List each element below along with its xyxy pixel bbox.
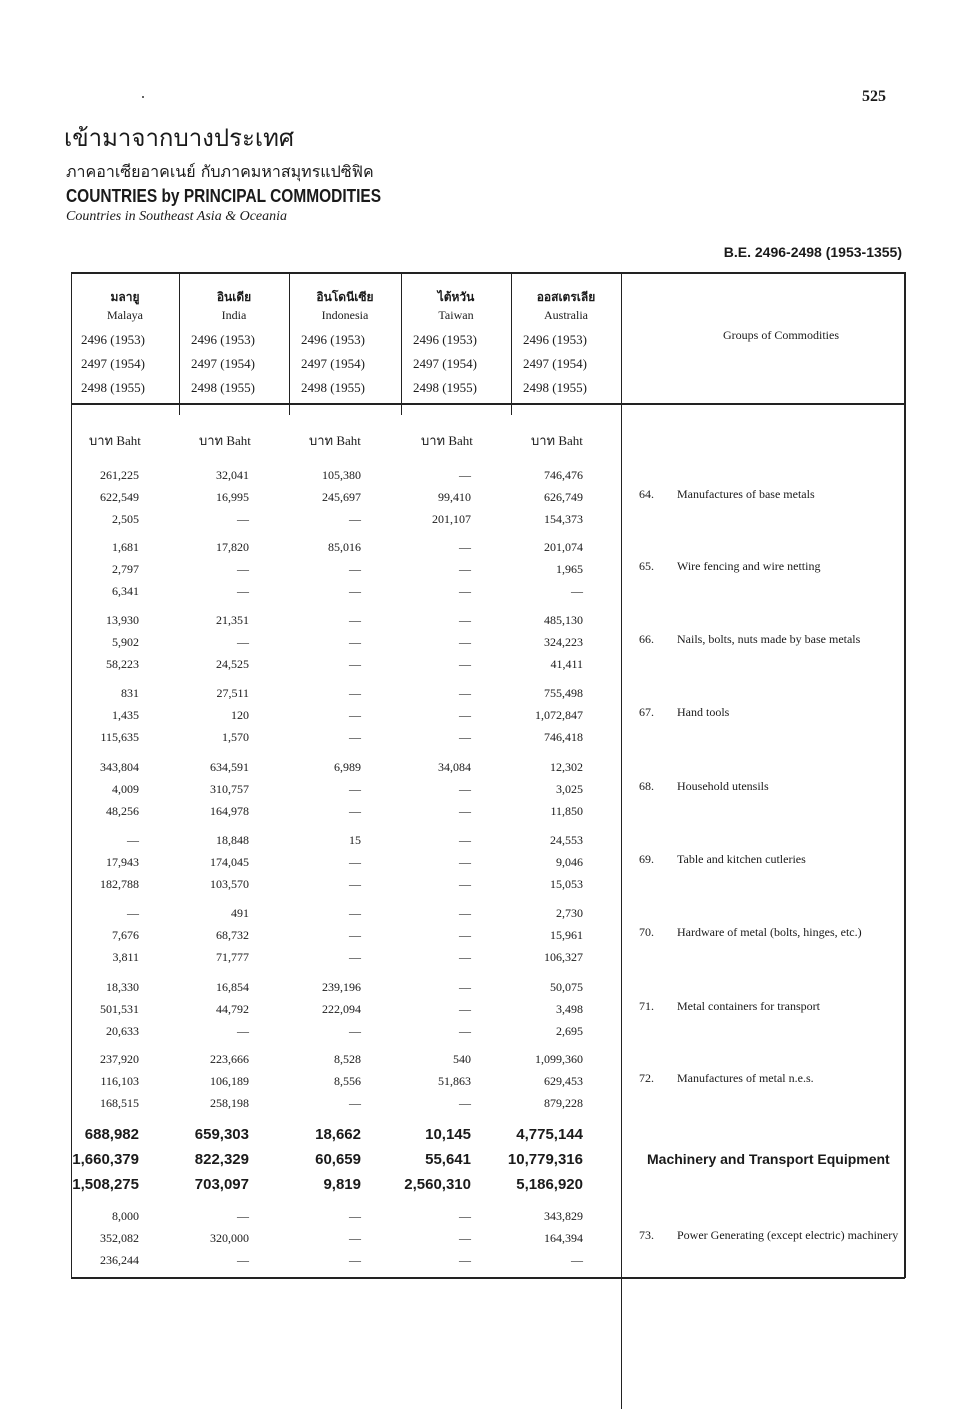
table-cell: 106,189: [210, 1074, 249, 1088]
commodity-group-text: Manufactures of metal n.e.s.: [677, 1071, 814, 1085]
table-cell: —: [349, 804, 361, 818]
table-cell: 2,730: [556, 906, 583, 920]
table-cell: 1,660,379: [72, 1151, 139, 1168]
table-cell: 2,797: [112, 562, 139, 576]
table-cell: —: [349, 635, 361, 649]
table-cell: 48,256: [106, 804, 139, 818]
table-cell: 164,394: [544, 1231, 583, 1245]
table-cell: —: [349, 562, 361, 576]
table-cell: 27,511: [216, 686, 249, 700]
table-cell: —: [127, 906, 139, 920]
table-cell: 60,659: [315, 1151, 361, 1168]
english-subtitle: Countries in Southeast Asia & Oceania: [66, 209, 288, 224]
table-cell: 16,995: [216, 490, 249, 504]
year-label: 2497 (1954): [523, 356, 587, 371]
commodity-group-label: [639, 706, 901, 719]
table-cell: —: [459, 708, 471, 722]
table-cell: 15: [349, 833, 361, 847]
commodity-group-number: 70.: [639, 925, 654, 939]
table-bottom-rule: [71, 1277, 905, 1279]
commodity-group-number: 64.: [639, 487, 654, 501]
table-cell: 1,570: [222, 730, 249, 744]
col-english-taiwan: Taiwan: [438, 308, 474, 322]
table-cell: —: [349, 686, 361, 700]
table-cell: —: [459, 1231, 471, 1245]
table-cell: 343,829: [544, 1209, 583, 1223]
table-cell: 3,498: [556, 1002, 583, 1016]
body-rule-5: [621, 405, 622, 1409]
table-cell: 237,920: [100, 1052, 139, 1066]
table-cell: 634,591: [210, 760, 249, 774]
col-english-india: India: [221, 308, 247, 322]
table-cell: 105,380: [322, 468, 361, 482]
year-label: 2498 (1955): [81, 380, 145, 395]
table-cell: 626,749: [544, 490, 583, 504]
unit-label: บาท Baht: [309, 433, 361, 448]
year-label: 2498 (1955): [191, 380, 255, 395]
commodity-group-number: 73.: [639, 1228, 654, 1242]
table-cell: —: [459, 635, 471, 649]
commodity-group-label: [639, 780, 901, 793]
commodity-group-label: [639, 633, 901, 646]
year-label: 2497 (1954): [413, 356, 477, 371]
table-cell: 58,223: [106, 657, 139, 671]
table-top-rule: [71, 272, 905, 274]
table-cell: 485,130: [544, 613, 583, 627]
table-cell: 68,732: [216, 928, 249, 942]
table-cell: 15,053: [550, 877, 583, 891]
commodity-group-label: [639, 488, 901, 501]
header-bottom-rule: [71, 403, 905, 405]
table-cell: 4,009: [112, 782, 139, 796]
table-cell: 12,302: [550, 760, 583, 774]
table-cell: —: [459, 686, 471, 700]
table-cell: 1,508,275: [72, 1176, 139, 1193]
table-cell: —: [459, 1002, 471, 1016]
table-cell: 103,570: [210, 877, 249, 891]
table-cell: —: [459, 1253, 471, 1267]
table-cell: 34,084: [438, 760, 471, 774]
table-cell: 8,000: [112, 1209, 139, 1223]
table-cell: 4,775,144: [516, 1126, 583, 1143]
table-cell: 106,327: [544, 950, 583, 964]
table-cell: —: [459, 562, 471, 576]
table-cell: —: [459, 906, 471, 920]
table-cell: —: [349, 584, 361, 598]
table-cell: 24,525: [216, 657, 249, 671]
table-cell: 10,145: [425, 1126, 471, 1143]
table-cell: —: [571, 584, 583, 598]
table-cell: 10,779,316: [507, 1151, 583, 1168]
table-cell: —: [349, 877, 361, 891]
year-label: 2497 (1954): [81, 356, 145, 371]
table-cell: 352,082: [100, 1231, 139, 1245]
table-cell: 7,676: [112, 928, 139, 942]
commodity-group-text: Table and kitchen cutleries: [677, 852, 806, 866]
table-cell: 223,666: [210, 1052, 249, 1066]
commodity-group-text: Manufactures of base metals: [677, 487, 815, 501]
table-cell: —: [237, 584, 249, 598]
table-cell: —: [349, 950, 361, 964]
col-header-australia: [511, 288, 621, 323]
table-cell: —: [459, 540, 471, 554]
table-cell: —: [349, 906, 361, 920]
commodity-group-number: 69.: [639, 852, 654, 866]
table-cell: 99,410: [438, 490, 471, 504]
table-cell: 11,850: [550, 804, 583, 818]
body-rule-4: [511, 405, 512, 415]
col-english-malaya: Malaya: [107, 308, 143, 322]
scan-speck: [142, 96, 144, 98]
table-cell: —: [349, 613, 361, 627]
commodity-group-text: Hand tools: [677, 705, 730, 719]
column-rule-5: [621, 272, 622, 403]
year-label: 2496 (1953): [191, 332, 255, 347]
table-cell: 540: [453, 1052, 471, 1066]
table-cell: —: [349, 1024, 361, 1038]
table-cell: 659,303: [194, 1126, 249, 1143]
table-cell: 501,531: [100, 1002, 139, 1016]
table-cell: —: [237, 635, 249, 649]
commodity-group-label: [639, 1072, 901, 1085]
year-label: 2498 (1955): [413, 380, 477, 395]
table-cell: 18,662: [315, 1126, 361, 1143]
table-cell: 201,107: [432, 512, 471, 526]
groups-header: Groups of Commodities: [723, 328, 839, 342]
table-cell: 8,528: [334, 1052, 361, 1066]
table-right-rule: [904, 272, 906, 1278]
commodity-table: [71, 272, 905, 1278]
table-cell: 755,498: [544, 686, 583, 700]
table-cell: 3,811: [112, 950, 139, 964]
thai-subtitle: ภาคอาเซียอาคเนย์ กับภาคมหาสมุทรแปซิฟิค: [66, 162, 374, 181]
table-cell: —: [459, 804, 471, 818]
commodity-group-label: [639, 1000, 901, 1013]
unit-label: บาท Baht: [531, 433, 583, 448]
table-cell: —: [459, 928, 471, 942]
table-cell: 50,075: [550, 980, 583, 994]
table-cell: —: [571, 1253, 583, 1267]
page-number: 525: [862, 88, 886, 105]
table-cell: 8,556: [334, 1074, 361, 1088]
commodity-group-text: Hardware of metal (bolts, hinges, etc.): [677, 925, 862, 939]
table-cell: 703,097: [194, 1176, 249, 1193]
table-cell: 746,418: [544, 730, 583, 744]
table-cell: —: [349, 1209, 361, 1223]
commodity-group-number: 65.: [639, 559, 654, 573]
table-cell: 1,435: [112, 708, 139, 722]
table-cell: 120: [231, 708, 249, 722]
table-cell: 5,902: [112, 635, 139, 649]
commodity-group-text: Power Generating (except electric) machinery: [677, 1228, 899, 1242]
table-cell: 115,635: [100, 730, 139, 744]
col-thai-taiwan: ไต้หวัน: [437, 290, 475, 304]
table-cell: —: [237, 1209, 249, 1223]
commodity-group-text: Nails, bolts, nuts made by base metals: [677, 632, 861, 646]
table-cell: 17,943: [106, 855, 139, 869]
table-cell: 9,819: [323, 1176, 361, 1193]
table-cell: —: [459, 877, 471, 891]
table-cell: —: [459, 950, 471, 964]
table-cell: 245,697: [322, 490, 361, 504]
table-cell: 51,863: [438, 1074, 471, 1088]
body-rule-1: [179, 405, 180, 415]
year-label: 2496 (1953): [523, 332, 587, 347]
commodity-group-label: [639, 926, 901, 939]
table-cell: 85,016: [328, 540, 361, 554]
table-cell: 41,411: [550, 657, 583, 671]
table-cell: 13,930: [106, 613, 139, 627]
table-cell: 44,792: [216, 1002, 249, 1016]
table-cell: —: [459, 855, 471, 869]
table-cell: —: [349, 512, 361, 526]
table-cell: 622,549: [100, 490, 139, 504]
year-label: 2497 (1954): [191, 356, 255, 371]
commodity-group-label: Machinery and Transport Equipment: [647, 1151, 890, 1167]
table-cell: —: [349, 1231, 361, 1245]
col-english-australia: Australia: [544, 308, 588, 322]
table-cell: —: [349, 782, 361, 796]
table-cell: 6,341: [112, 584, 139, 598]
table-cell: 343,804: [100, 760, 139, 774]
col-thai-australia: ออสเตรเลีย: [536, 290, 596, 304]
table-cell: 822,329: [194, 1151, 249, 1168]
table-cell: 2,560,310: [404, 1176, 471, 1193]
table-cell: 5,186,920: [516, 1176, 583, 1193]
table-cell: 3,025: [556, 782, 583, 796]
table-cell: 16,854: [216, 980, 249, 994]
year-label: 2496 (1953): [413, 332, 477, 347]
table-cell: 310,757: [210, 782, 249, 796]
commodity-group-label: [639, 560, 901, 573]
unit-label: บาท Baht: [199, 433, 251, 448]
commodity-group-text: Wire fencing and wire netting: [677, 559, 821, 573]
table-cell: 9,046: [556, 855, 583, 869]
table-cell: 21,351: [216, 613, 249, 627]
commodity-group-number: 68.: [639, 779, 654, 793]
table-cell: —: [459, 657, 471, 671]
table-cell: 116,103: [100, 1074, 139, 1088]
body-rule-2: [289, 405, 290, 415]
commodity-group-number: 67.: [639, 705, 654, 719]
col-english-indonesia: Indonesia: [321, 308, 369, 322]
table-cell: —: [459, 468, 471, 482]
table-cell: 879,228: [544, 1096, 583, 1110]
table-cell: 201,074: [544, 540, 583, 554]
table-cell: —: [459, 613, 471, 627]
table-cell: 2,695: [556, 1024, 583, 1038]
table-cell: 1,965: [556, 562, 583, 576]
table-cell: 239,196: [322, 980, 361, 994]
year-label: 2497 (1954): [301, 356, 365, 371]
table-cell: 629,453: [544, 1074, 583, 1088]
table-cell: 24,553: [550, 833, 583, 847]
commodity-group-number: 72.: [639, 1071, 654, 1085]
table-cell: —: [459, 730, 471, 744]
table-cell: 55,641: [425, 1151, 471, 1168]
thai-title: เข้ามาจากบางประเทศ: [64, 124, 295, 152]
table-cell: 491: [231, 906, 249, 920]
table-cell: 261,225: [100, 468, 139, 482]
table-cell: —: [237, 1253, 249, 1267]
period-label: B.E. 2496-2498 (1953-1355): [723, 244, 902, 260]
table-cell: 2,505: [112, 512, 139, 526]
commodity-group-number: 71.: [639, 999, 654, 1013]
table-cell: —: [459, 980, 471, 994]
table-cell: 1,099,360: [535, 1052, 583, 1066]
commodity-group-label: [639, 1229, 901, 1242]
table-cell: 222,094: [322, 1002, 361, 1016]
table-cell: 32,041: [216, 468, 249, 482]
year-label: 2498 (1955): [301, 380, 365, 395]
table-cell: 320,000: [210, 1231, 249, 1245]
table-cell: 18,330: [106, 980, 139, 994]
col-header-malaya: [71, 288, 179, 323]
table-cell: —: [459, 1209, 471, 1223]
table-cell: —: [459, 782, 471, 796]
table-cell: —: [459, 1024, 471, 1038]
table-cell: —: [349, 708, 361, 722]
col-header-indonesia: [289, 288, 401, 323]
table-cell: —: [349, 1253, 361, 1267]
table-cell: —: [237, 1024, 249, 1038]
table-cell: —: [459, 1096, 471, 1110]
year-label: 2498 (1955): [523, 380, 587, 395]
commodity-group-text: Household utensils: [677, 779, 769, 793]
table-cell: —: [459, 833, 471, 847]
table-cell: —: [349, 1096, 361, 1110]
table-cell: 18,848: [216, 833, 249, 847]
table-cell: —: [349, 657, 361, 671]
table-cell: 15,961: [550, 928, 583, 942]
unit-label: บาท Baht: [89, 433, 141, 448]
commodity-group-number: 66.: [639, 632, 654, 646]
table-cell: —: [349, 730, 361, 744]
table-cell: 168,515: [100, 1096, 139, 1110]
table-cell: —: [349, 928, 361, 942]
table-cell: 236,244: [100, 1253, 139, 1267]
table-cell: 154,373: [544, 512, 583, 526]
body-rule-3: [401, 405, 402, 415]
table-cell: 71,777: [216, 950, 249, 964]
table-cell: 6,989: [334, 760, 361, 774]
commodity-group-text: Metal containers for transport: [677, 999, 820, 1013]
table-cell: 164,978: [210, 804, 249, 818]
english-title: COUNTRIES by PRINCIPAL COMMODITIES: [66, 186, 382, 206]
table-cell: 174,045: [210, 855, 249, 869]
table-cell: 324,223: [544, 635, 583, 649]
table-cell: —: [237, 562, 249, 576]
unit-label: บาท Baht: [421, 433, 473, 448]
col-header-india: [179, 288, 289, 323]
col-thai-malaya: มลายู: [110, 290, 140, 304]
table-cell: 182,788: [100, 877, 139, 891]
table-cell: —: [459, 584, 471, 598]
table-cell: 17,820: [216, 540, 249, 554]
table-cell: —: [349, 855, 361, 869]
table-cell: 1,681: [112, 540, 139, 554]
table-cell: 20,633: [106, 1024, 139, 1038]
table-cell: 746,476: [544, 468, 583, 482]
commodity-group-label: [639, 853, 901, 866]
col-header-taiwan: [401, 288, 511, 323]
table-cell: 1,072,847: [535, 708, 583, 722]
table-cell: 688,982: [84, 1126, 139, 1143]
table-cell: 258,198: [210, 1096, 249, 1110]
col-thai-india: อินเดีย: [216, 290, 252, 304]
table-cell: —: [237, 512, 249, 526]
col-thai-indonesia: อินโดนีเซีย: [316, 290, 374, 304]
table-cell: 831: [121, 686, 139, 700]
table-cell: —: [127, 833, 139, 847]
year-label: 2496 (1953): [301, 332, 365, 347]
year-label: 2496 (1953): [81, 332, 145, 347]
